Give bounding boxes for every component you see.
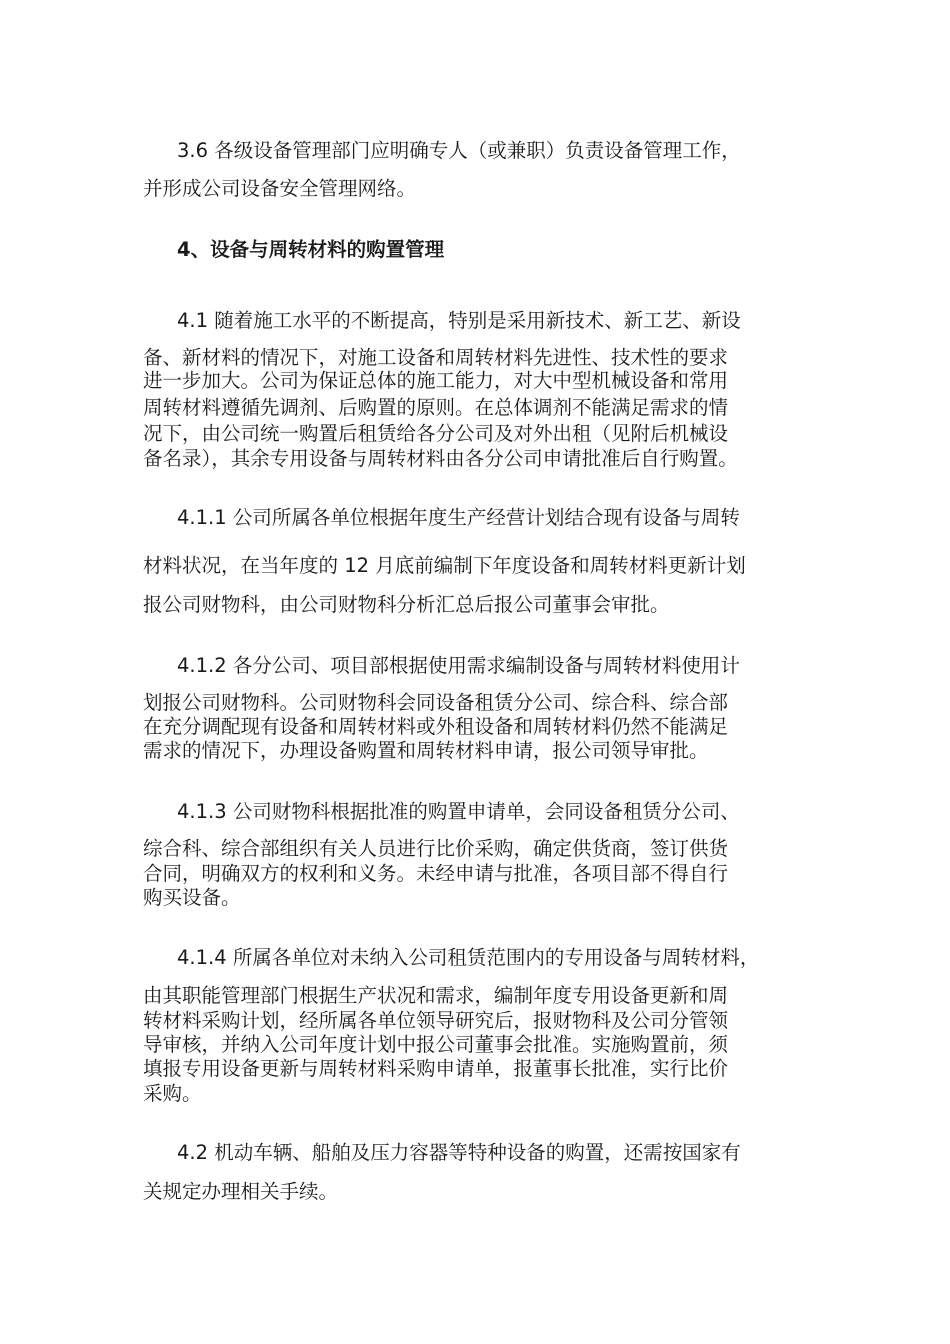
para-4-1-4-line-1: 4.1.4 所属各单位对未纳入公司租赁范围内的专用设备与周转材料， xyxy=(177,946,760,969)
para-4-1-line-6: 备名录），其余专用设备与周转材料由各分公司申请批准后自行购置。 xyxy=(143,447,738,470)
para-4-1-3-line-4: 购买设备。 xyxy=(143,886,241,909)
para-4-1-4-line-5: 填报专用设备更新与周转材料采购申请单，报董事长批准，实行比价 xyxy=(143,1057,729,1080)
para-4-1-2-line-4: 需求的情况下，办理设备购置和周转材料申请，报公司领导审批。 xyxy=(143,739,709,762)
para-4-1-line-2: 备、新材料的情况下，对施工设备和周转材料先进性、技术性的要求 xyxy=(143,346,729,369)
para-4-1-line-1: 4.1 随着施工水平的不断提高，特别是采用新技术、新工艺、新设 xyxy=(177,309,741,332)
para-4-1-4-line-4: 导审核，并纳入公司年度计划中报公司董事会批准。实施购置前，须 xyxy=(143,1033,729,1056)
para-4-1-4-line-6: 采购。 xyxy=(143,1082,202,1105)
para-4-1-1-line-2: 材料状况，在当年度的 12 月底前编制下年度设备和周转材料更新计划 xyxy=(143,554,746,577)
para-4-1-1-line-3: 报公司财物科，由公司财物科分析汇总后报公司董事会审批。 xyxy=(143,593,670,616)
para-4-1-3-line-2: 综合科、综合部组织有关人员进行比价采购，确定供货商，签订供货 xyxy=(143,837,729,860)
para-4-1-3-line-3: 合同，明确双方的权利和义务。未经申请与批准，各项目部不得自行 xyxy=(143,862,729,885)
para-4-1-2-line-2: 划报公司财物科。公司财物科会同设备租赁分公司、综合科、综合部 xyxy=(143,691,729,714)
para-4-1-1-line-1: 4.1.1 公司所属各单位根据年度生产经营计划结合现有设备与周转 xyxy=(177,506,740,529)
para-4-1-line-5: 况下，由公司统一购置后租赁给各分公司及对外出租（见附后机械设 xyxy=(143,422,729,445)
section-heading-4: 4、设备与周转材料的购置管理 xyxy=(177,238,445,261)
para-4-1-2-line-1: 4.1.2 各分公司、项目部根据使用需求编制设备与周转材料使用计 xyxy=(177,654,740,677)
para-3-6-line-1: 3.6 各级设备管理部门应明确专人（或兼职）负责设备管理工作， xyxy=(177,139,741,162)
para-4-1-4-line-3: 转材料采购计划，经所属各单位领导研究后，报财物科及公司分管领 xyxy=(143,1009,729,1032)
para-4-1-line-3: 进一步加大。公司为保证总体的施工能力，对大中型机械设备和常用 xyxy=(143,369,729,392)
para-4-1-3-line-1: 4.1.3 公司财物科根据批准的购置申请单，会同设备租赁分公司、 xyxy=(177,800,740,823)
para-4-2-line-1: 4.2 机动车辆、船舶及压力容器等特种设备的购置，还需按国家有 xyxy=(177,1141,741,1164)
para-4-1-line-4: 周转材料遵循先调剂、后购置的原则。在总体调剂不能满足需求的情 xyxy=(143,396,729,419)
para-4-2-line-2: 关规定办理相关手续。 xyxy=(143,1180,339,1203)
para-4-1-4-line-2: 由其职能管理部门根据生产状况和需求，编制年度专用设备更新和周 xyxy=(143,984,729,1007)
para-4-1-2-line-3: 在充分调配现有设备和周转材料或外租设备和周转材料仍然不能满足 xyxy=(143,715,729,738)
para-3-6-line-2: 并形成公司设备安全管理网络。 xyxy=(143,177,417,200)
